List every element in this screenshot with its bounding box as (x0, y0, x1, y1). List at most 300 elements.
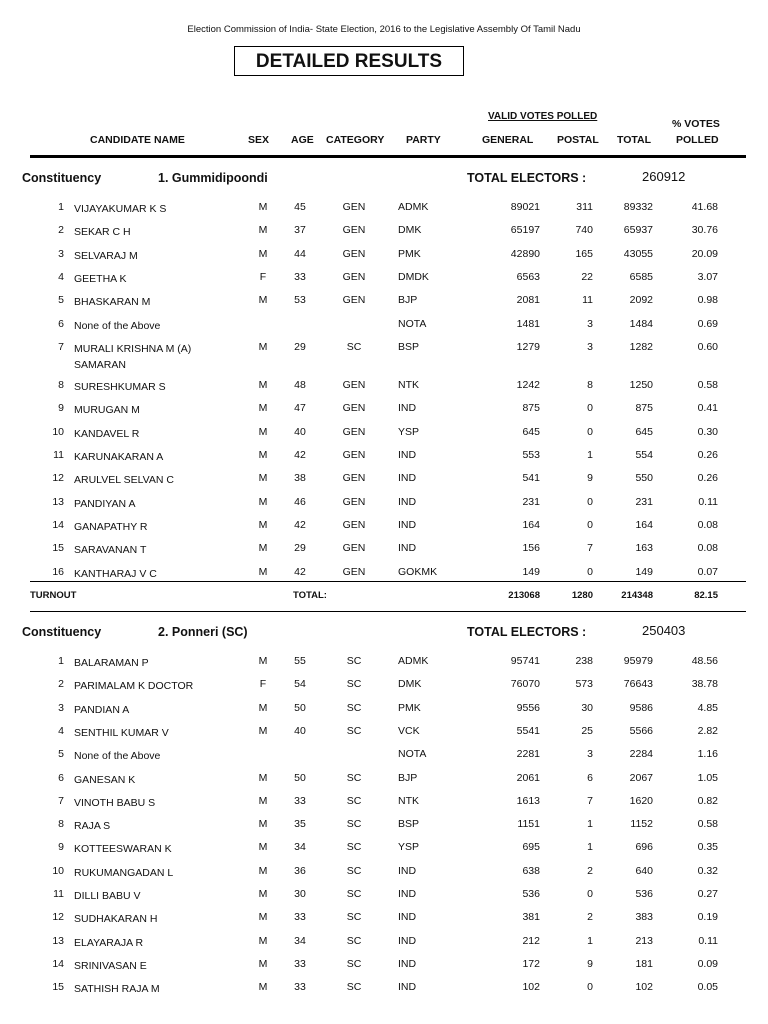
votes-percent: 2.82 (697, 724, 718, 737)
constituency-name: 1. Gummidipoondi (158, 171, 268, 185)
votes-general: 553 (522, 449, 540, 461)
votes-percent: 0.08 (697, 518, 718, 531)
candidate-category: GEN (342, 425, 366, 438)
votes-general: 645 (522, 425, 540, 438)
votes-percent: 0.69 (697, 317, 718, 330)
votes-postal: 311 (576, 201, 593, 213)
serial-number: 3 (58, 247, 64, 260)
votes-general: 164 (522, 518, 540, 531)
candidate-category: SC (346, 864, 362, 877)
candidate-sex: M (258, 655, 268, 667)
votes-general: 156 (522, 542, 540, 555)
candidate-sex: M (258, 224, 268, 237)
turnout-postal: 1280 (571, 590, 593, 601)
votes-postal: 1 (587, 449, 593, 461)
candidate-age: 36 (294, 864, 306, 877)
votes-postal: 3 (587, 748, 593, 761)
votes-postal: 11 (582, 294, 593, 307)
candidate-party: IND (398, 911, 417, 924)
votes-general: 9556 (516, 701, 540, 714)
candidate-party: IND (398, 934, 417, 947)
candidate-category: SC (346, 678, 362, 691)
candidate-age: 42 (294, 565, 306, 578)
votes-general: 2281 (516, 748, 540, 761)
votes-total: 102 (635, 981, 653, 994)
votes-percent: 48.56 (691, 655, 718, 667)
candidate-age: 29 (294, 340, 306, 353)
votes-general: 541 (522, 472, 540, 485)
candidate-age: 50 (294, 771, 306, 784)
candidate-age: 53 (294, 294, 306, 307)
votes-postal: 25 (581, 724, 593, 737)
votes-postal: 9 (587, 472, 593, 485)
candidate-name: PANDIYAN A (74, 497, 136, 510)
votes-percent: 0.27 (697, 888, 718, 900)
candidate-sex: M (258, 402, 268, 415)
candidate-age: 33 (294, 957, 306, 970)
serial-number: 14 (52, 957, 64, 970)
votes-total: 89332 (623, 201, 653, 213)
votes-total: 1620 (629, 794, 653, 807)
votes-postal: 0 (587, 565, 593, 578)
votes-general: 638 (522, 864, 540, 877)
serial-number: 11 (53, 449, 64, 461)
candidate-party: ADMK (398, 655, 429, 667)
candidate-party: YSP (398, 841, 420, 854)
candidate-sex: M (258, 201, 268, 213)
candidate-name: SURESHKUMAR S (74, 381, 166, 394)
votes-postal: 7 (587, 542, 593, 555)
votes-postal: 3 (587, 340, 593, 353)
candidate-sex: M (258, 911, 268, 924)
turnout-rule-bottom (30, 611, 746, 612)
candidate-age: 47 (294, 402, 306, 415)
candidate-category: SC (346, 818, 362, 831)
votes-postal: 0 (587, 425, 593, 438)
votes-total: 95979 (623, 655, 653, 667)
candidate-category: SC (346, 841, 362, 854)
candidate-age: 30 (294, 888, 306, 900)
votes-postal: 0 (587, 981, 593, 994)
votes-postal: 6 (587, 771, 593, 784)
votes-postal: 9 (587, 957, 593, 970)
candidate-name: RUKUMANGADAN L (74, 866, 174, 879)
header-pct-votes: % VOTES (672, 118, 720, 130)
candidate-party: IND (398, 957, 417, 970)
votes-postal: 573 (575, 678, 593, 691)
votes-general: 1279 (516, 340, 540, 353)
candidate-age: 48 (294, 379, 306, 392)
votes-total: 181 (635, 957, 653, 970)
votes-percent: 0.35 (697, 841, 718, 854)
votes-percent: 0.08 (697, 542, 718, 555)
serial-number: 10 (52, 425, 64, 438)
candidate-category: SC (346, 701, 362, 714)
votes-percent: 4.85 (697, 701, 718, 714)
candidate-name: GEETHA K (74, 272, 127, 285)
page-title: DETAILED RESULTS (234, 46, 464, 76)
votes-percent: 0.32 (697, 864, 718, 877)
total-electors-value: 250403 (642, 623, 686, 638)
votes-total: 164 (635, 518, 653, 531)
candidate-party: YSP (398, 425, 420, 438)
candidate-party: DMK (398, 224, 422, 237)
votes-percent: 0.82 (697, 794, 718, 807)
candidate-name: KANDAVEL R (74, 427, 140, 440)
candidate-name: BHASKARAN M (74, 296, 151, 309)
header-valid-votes: VALID VOTES POLLED (488, 111, 598, 122)
candidate-sex: M (258, 818, 268, 831)
candidate-party: DMK (398, 678, 422, 691)
votes-percent: 0.19 (697, 911, 718, 924)
candidate-party: IND (398, 402, 417, 415)
serial-number: 13 (52, 495, 64, 508)
candidate-category: SC (346, 911, 362, 924)
header-polled: POLLED (676, 134, 719, 146)
votes-postal: 0 (587, 495, 593, 508)
votes-total: 2092 (629, 294, 653, 307)
candidate-age: 42 (294, 518, 306, 531)
votes-postal: 0 (587, 888, 593, 900)
header-age: AGE (291, 134, 314, 146)
candidate-sex: F (259, 270, 267, 283)
candidate-category: GEN (342, 379, 366, 392)
total-electors-label: TOTAL ELECTORS : (467, 171, 587, 185)
votes-postal: 22 (581, 270, 593, 283)
header-candidate-name: CANDIDATE NAME (90, 134, 185, 146)
votes-total: 645 (635, 425, 653, 438)
votes-general: 1242 (516, 379, 540, 392)
votes-total: 1484 (629, 317, 653, 330)
serial-number: 1 (58, 655, 64, 667)
candidate-name: None of the Above (74, 750, 161, 763)
candidate-age: 33 (294, 981, 306, 994)
votes-percent: 1.05 (697, 771, 718, 784)
candidate-party: ADMK (398, 201, 429, 213)
candidate-name: KANTHARAJ V C (74, 567, 157, 580)
candidate-sex: M (258, 934, 268, 947)
votes-total: 2067 (629, 771, 653, 784)
votes-general: 76070 (510, 678, 540, 691)
turnout-rule-top (30, 581, 746, 582)
candidate-party: VCK (398, 724, 420, 737)
candidate-age: 35 (294, 818, 306, 831)
candidate-category: SC (346, 655, 362, 667)
votes-percent: 0.07 (697, 565, 718, 578)
candidate-party: PMK (398, 247, 421, 260)
votes-general: 695 (522, 841, 540, 854)
candidate-category: GEN (342, 518, 366, 531)
votes-total: 163 (635, 542, 653, 555)
document-caption: Election Commission of India- State Election, 2016 to the Legislative Assembly Of Tamil Nadu (187, 24, 581, 35)
votes-total: 43055 (623, 247, 653, 260)
candidate-name: MURALI KRISHNA M (A) SAMARAN (74, 342, 192, 371)
votes-general: 536 (522, 888, 540, 900)
votes-total: 2284 (629, 748, 653, 761)
candidate-name: SATHISH RAJA M (74, 983, 160, 996)
serial-number: 14 (52, 518, 64, 531)
serial-number: 4 (58, 270, 64, 283)
serial-number: 7 (58, 794, 64, 807)
serial-number: 12 (52, 911, 64, 924)
serial-number: 6 (58, 317, 64, 330)
votes-percent: 20.09 (691, 247, 718, 260)
votes-total: 65937 (623, 224, 653, 237)
header-postal: POSTAL (557, 134, 599, 146)
votes-percent: 30.76 (691, 224, 718, 237)
candidate-category: GEN (342, 495, 366, 508)
votes-postal: 3 (587, 317, 593, 330)
votes-postal: 2 (587, 864, 593, 877)
serial-number: 3 (58, 701, 64, 714)
candidate-party: PMK (398, 701, 421, 714)
votes-total: 696 (635, 841, 653, 854)
serial-number: 5 (58, 294, 64, 307)
candidate-name: MURUGAN M (74, 404, 140, 417)
constituency-label: Constituency (22, 171, 102, 185)
candidate-party: DMDK (398, 270, 429, 283)
votes-general: 149 (522, 565, 540, 578)
votes-postal: 7 (587, 794, 593, 807)
serial-number: 7 (58, 340, 64, 353)
candidate-name: DILLI BABU V (74, 890, 141, 902)
candidate-category: SC (346, 981, 362, 994)
candidate-age: 45 (294, 201, 306, 213)
votes-total: 536 (635, 888, 653, 900)
candidate-party: NTK (398, 379, 419, 392)
candidate-age: 40 (294, 425, 306, 438)
candidate-sex: M (258, 771, 268, 784)
candidate-category: SC (346, 771, 362, 784)
serial-number: 9 (58, 841, 64, 854)
candidate-sex: M (258, 425, 268, 438)
serial-number: 8 (58, 818, 64, 831)
votes-general: 2061 (516, 771, 540, 784)
candidate-name: SELVARAJ M (74, 249, 138, 262)
votes-general: 172 (522, 957, 540, 970)
serial-number: 10 (52, 864, 64, 877)
candidate-name: SUDHAKARAN H (74, 913, 158, 926)
votes-general: 1613 (516, 794, 540, 807)
votes-total: 383 (635, 911, 653, 924)
votes-total: 640 (635, 864, 653, 877)
votes-total: 554 (635, 449, 653, 461)
candidate-name: ELAYARAJA R (74, 936, 144, 949)
candidate-sex: M (258, 981, 268, 994)
candidate-party: IND (398, 518, 417, 531)
candidate-category: GEN (342, 402, 366, 415)
candidate-name: VIJAYAKUMAR K S (74, 203, 167, 215)
candidate-name: SENTHIL KUMAR V (74, 726, 169, 739)
votes-postal: 238 (575, 655, 593, 667)
candidate-party: IND (398, 472, 417, 485)
candidate-category: GEN (342, 542, 366, 555)
votes-total: 9586 (629, 701, 653, 714)
votes-general: 65197 (510, 224, 540, 237)
header-category: CATEGORY (326, 134, 385, 146)
votes-general: 381 (522, 911, 540, 924)
candidate-category: SC (346, 724, 362, 737)
candidate-category: GEN (342, 472, 366, 485)
serial-number: 1 (58, 201, 64, 213)
candidate-category: GEN (342, 247, 366, 260)
votes-general: 6563 (516, 270, 540, 283)
candidate-name: GANAPATHY R (74, 520, 148, 533)
candidate-age: 46 (294, 495, 306, 508)
candidate-age: 33 (294, 794, 306, 807)
candidate-sex: M (258, 495, 268, 508)
candidate-category: SC (346, 888, 362, 900)
serial-number: 15 (52, 542, 64, 555)
candidate-category: GEN (342, 449, 366, 461)
candidate-name: ARULVEL SELVAN C (74, 474, 174, 487)
votes-postal: 0 (587, 402, 593, 415)
votes-percent: 41.68 (691, 201, 718, 213)
votes-general: 875 (522, 402, 540, 415)
votes-general: 89021 (510, 201, 540, 213)
votes-percent: 0.30 (697, 425, 718, 438)
candidate-age: 54 (294, 678, 306, 691)
votes-percent: 0.09 (697, 957, 718, 970)
candidate-name: RAJA S (74, 820, 111, 833)
votes-percent: 0.98 (697, 294, 718, 307)
candidate-name: SRINIVASAN E (74, 959, 147, 972)
candidate-category: GEN (342, 224, 366, 237)
candidate-name: None of the Above (74, 319, 161, 332)
votes-total: 1152 (630, 818, 653, 831)
candidate-sex: M (258, 565, 268, 578)
votes-general: 1481 (516, 317, 540, 330)
votes-general: 42890 (510, 247, 540, 260)
candidate-sex: M (258, 864, 268, 877)
candidate-age: 55 (294, 655, 306, 667)
votes-total: 6585 (629, 270, 653, 283)
candidate-name: GANESAN K (74, 773, 136, 786)
candidate-category: GEN (342, 201, 366, 213)
candidate-name: KOTTEESWARAN K (74, 843, 172, 856)
serial-number: 13 (52, 934, 64, 947)
candidate-category: SC (346, 794, 362, 807)
votes-postal: 1 (587, 818, 593, 831)
candidate-party: NTK (398, 794, 419, 807)
candidate-party: BJP (398, 771, 418, 784)
candidate-party: NOTA (398, 748, 427, 761)
votes-percent: 0.58 (697, 818, 718, 831)
votes-postal: 1 (587, 841, 593, 854)
candidate-party: BSP (398, 340, 420, 353)
candidate-age: 34 (294, 841, 306, 854)
votes-total: 1250 (629, 379, 653, 392)
header-sex: SEX (248, 134, 270, 146)
votes-total: 231 (635, 495, 653, 508)
votes-total: 1282 (629, 340, 653, 353)
candidate-sex: M (258, 518, 268, 531)
votes-postal: 2 (587, 911, 593, 924)
header-total: TOTAL (617, 134, 652, 146)
candidate-sex: M (258, 701, 268, 714)
total-electors-label: TOTAL ELECTORS : (467, 625, 587, 639)
votes-percent: 0.05 (697, 981, 718, 994)
turnout-general: 213068 (508, 590, 540, 601)
serial-number: 9 (58, 402, 64, 415)
candidate-category: GEN (342, 270, 366, 283)
candidate-sex: M (258, 794, 268, 807)
candidate-name: SEKAR C H (74, 226, 131, 239)
candidate-sex: M (258, 888, 268, 900)
votes-percent: 3.07 (697, 270, 718, 283)
votes-total: 149 (635, 565, 653, 578)
serial-number: 16 (52, 565, 64, 578)
votes-percent: 0.60 (697, 340, 718, 353)
serial-number: 8 (58, 379, 64, 392)
candidate-sex: F (259, 678, 267, 691)
candidate-age: 29 (294, 542, 306, 555)
votes-postal: 0 (587, 518, 593, 531)
candidate-party: IND (398, 495, 417, 508)
serial-number: 6 (58, 771, 64, 784)
serial-number: 12 (52, 472, 64, 485)
candidate-sex: M (258, 841, 268, 854)
serial-number: 11 (53, 888, 64, 900)
votes-percent: 0.11 (698, 495, 718, 508)
candidate-party: IND (398, 888, 417, 900)
header-rule (30, 155, 746, 158)
candidate-age: 40 (294, 724, 306, 737)
candidate-sex: M (258, 449, 268, 461)
candidate-age: 33 (294, 911, 306, 924)
candidate-category: SC (346, 957, 362, 970)
votes-general: 5541 (516, 724, 540, 737)
votes-general: 95741 (510, 655, 540, 667)
votes-general: 1151 (517, 818, 540, 831)
votes-percent: 0.11 (698, 934, 718, 947)
votes-total: 5566 (629, 724, 653, 737)
candidate-category: GEN (342, 294, 366, 307)
candidate-age: 33 (294, 270, 306, 283)
header-party: PARTY (406, 134, 441, 146)
candidate-age: 38 (294, 472, 306, 485)
candidate-sex: M (258, 957, 268, 970)
votes-postal: 1 (587, 934, 593, 947)
candidate-age: 37 (294, 224, 306, 237)
votes-percent: 0.26 (697, 472, 718, 485)
turnout-label: TURNOUT (30, 590, 77, 601)
candidate-category: SC (346, 340, 362, 353)
candidate-party: BSP (398, 818, 420, 831)
votes-total: 875 (635, 402, 653, 415)
candidate-name: PARIMALAM K DOCTOR (74, 680, 194, 693)
candidate-party: IND (398, 542, 417, 555)
candidate-name: KARUNAKARAN A (74, 451, 164, 463)
votes-postal: 165 (575, 247, 593, 260)
votes-percent: 0.26 (697, 449, 718, 461)
candidate-sex: M (258, 340, 268, 353)
votes-postal: 740 (575, 224, 593, 237)
candidate-party: NOTA (398, 317, 427, 330)
serial-number: 2 (58, 678, 64, 691)
votes-postal: 8 (587, 379, 593, 392)
candidate-sex: M (258, 542, 268, 555)
turnout-total: 214348 (621, 590, 653, 601)
votes-general: 102 (522, 981, 540, 994)
candidate-age: 42 (294, 449, 306, 461)
candidate-name: BALARAMAN P (74, 657, 149, 669)
votes-general: 212 (522, 934, 540, 947)
candidate-sex: M (258, 379, 268, 392)
votes-general: 231 (522, 495, 540, 508)
candidate-sex: M (258, 724, 268, 737)
votes-postal: 30 (581, 701, 593, 714)
